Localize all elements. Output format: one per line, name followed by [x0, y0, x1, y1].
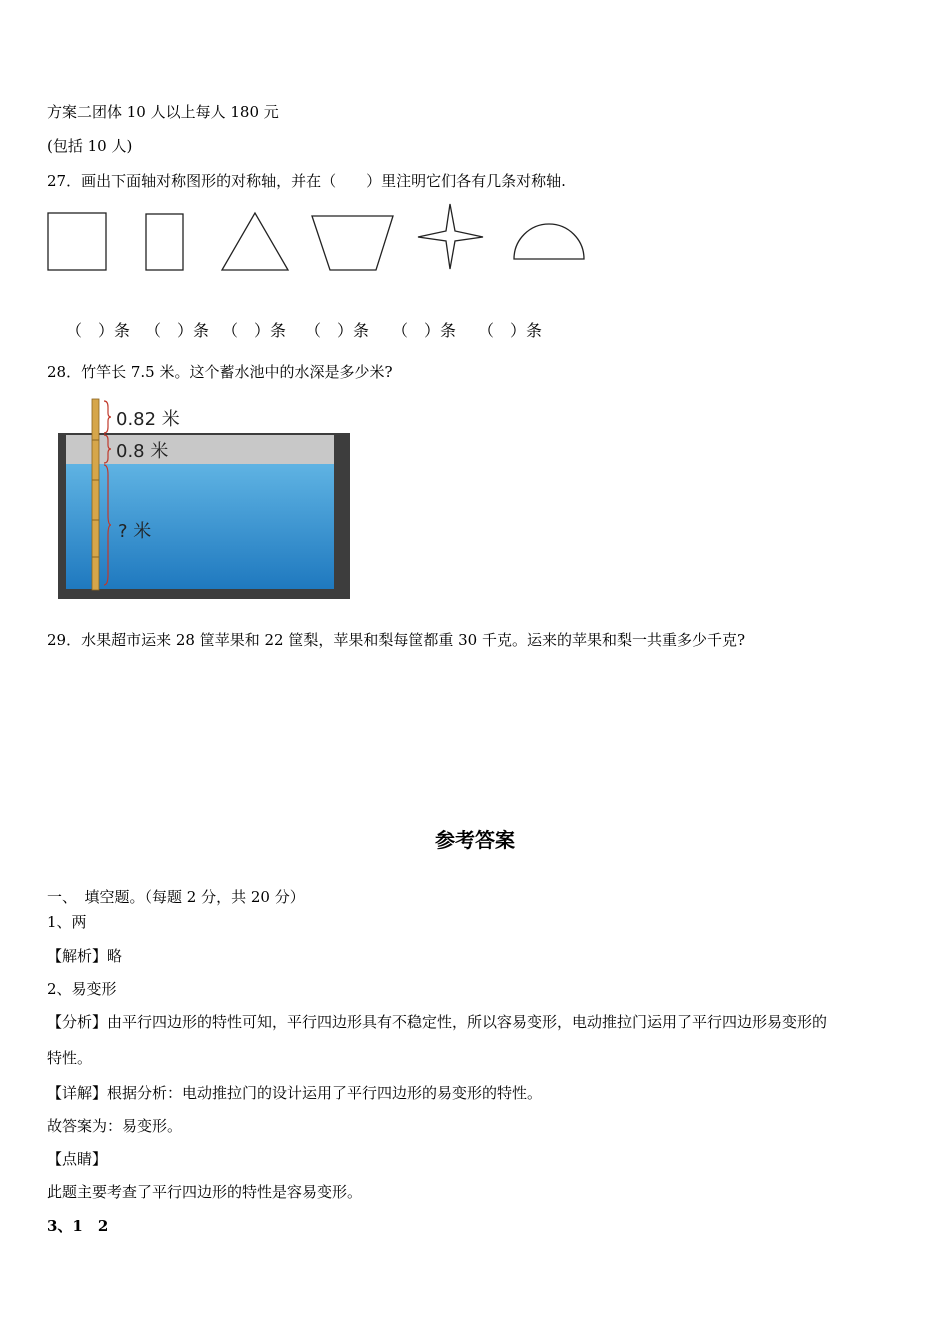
answer-2-analysis-line2: 特性。 — [47, 1049, 93, 1067]
answers-title: 参考答案 — [435, 828, 515, 852]
blank-semicircle[interactable]: （ ）条 — [478, 321, 543, 340]
symmetric-shapes — [0, 195, 620, 280]
trapezoid-icon — [312, 216, 393, 270]
pool-water — [66, 464, 334, 589]
plan-two-note: (包括 10 人) — [47, 137, 133, 155]
question-28: 28．竹竿长 7.5 米。这个蓄水池中的水深是多少米? — [47, 363, 393, 381]
pool-air-gap — [66, 435, 334, 464]
label-0-82: 0.82 米 — [116, 409, 180, 430]
square-icon — [48, 213, 106, 270]
blank-rectangle[interactable]: （ ）条 — [145, 321, 210, 340]
answer-2-note: 此题主要考查了平行四边形的特性是容易变形。 — [47, 1183, 363, 1201]
brace-top — [104, 401, 111, 433]
blank-star[interactable]: （ ）条 — [392, 321, 457, 340]
triangle-icon — [222, 213, 288, 270]
semicircle-icon — [514, 224, 584, 259]
answer-2-note-head: 【点睛】 — [47, 1150, 108, 1168]
answer-2: 2、易变形 — [47, 980, 117, 998]
bamboo-pole — [92, 399, 99, 590]
label-0-8: 0.8 米 — [116, 441, 169, 462]
answer-2-answer: 故答案为：易变形。 — [47, 1117, 183, 1135]
rectangle-icon — [146, 214, 183, 270]
answer-3: 3、1 2 — [47, 1217, 109, 1235]
answers-section-1: 一、 填空题。（每题 2 分，共 20 分） — [47, 888, 305, 906]
label-unknown-depth: ? 米 — [118, 521, 152, 542]
answer-1: 1、两 — [47, 913, 87, 931]
answer-2-analysis-line1: 【分析】由平行四边形的特性可知，平行四边形具有不稳定性，所以容易变形，电动推拉门运用了平行四边形易变形的 — [47, 1013, 828, 1031]
blank-trapezoid[interactable]: （ ）条 — [305, 321, 370, 340]
blank-square[interactable]: （ ）条 — [66, 321, 131, 340]
question-29: 29．水果超市运来 28 筐苹果和 22 筐梨，苹果和梨每筐都重 30 千克。运来的苹果和梨一共重多少千克? — [47, 631, 746, 649]
four-point-star-icon — [418, 204, 483, 269]
pool-diagram — [0, 395, 360, 605]
answer-2-detail: 【详解】根据分析：电动推拉门的设计运用了平行四边形的易变形的特性。 — [47, 1084, 543, 1102]
plan-two-text: 方案二团体 10 人以上每人 180 元 — [47, 103, 279, 121]
question-27: 27．画出下面轴对称图形的对称轴，并在（ ）里注明它们各有几条对称轴. — [47, 172, 566, 190]
answer-1-analysis: 【解析】略 — [47, 947, 123, 965]
blank-triangle[interactable]: （ ）条 — [222, 321, 287, 340]
